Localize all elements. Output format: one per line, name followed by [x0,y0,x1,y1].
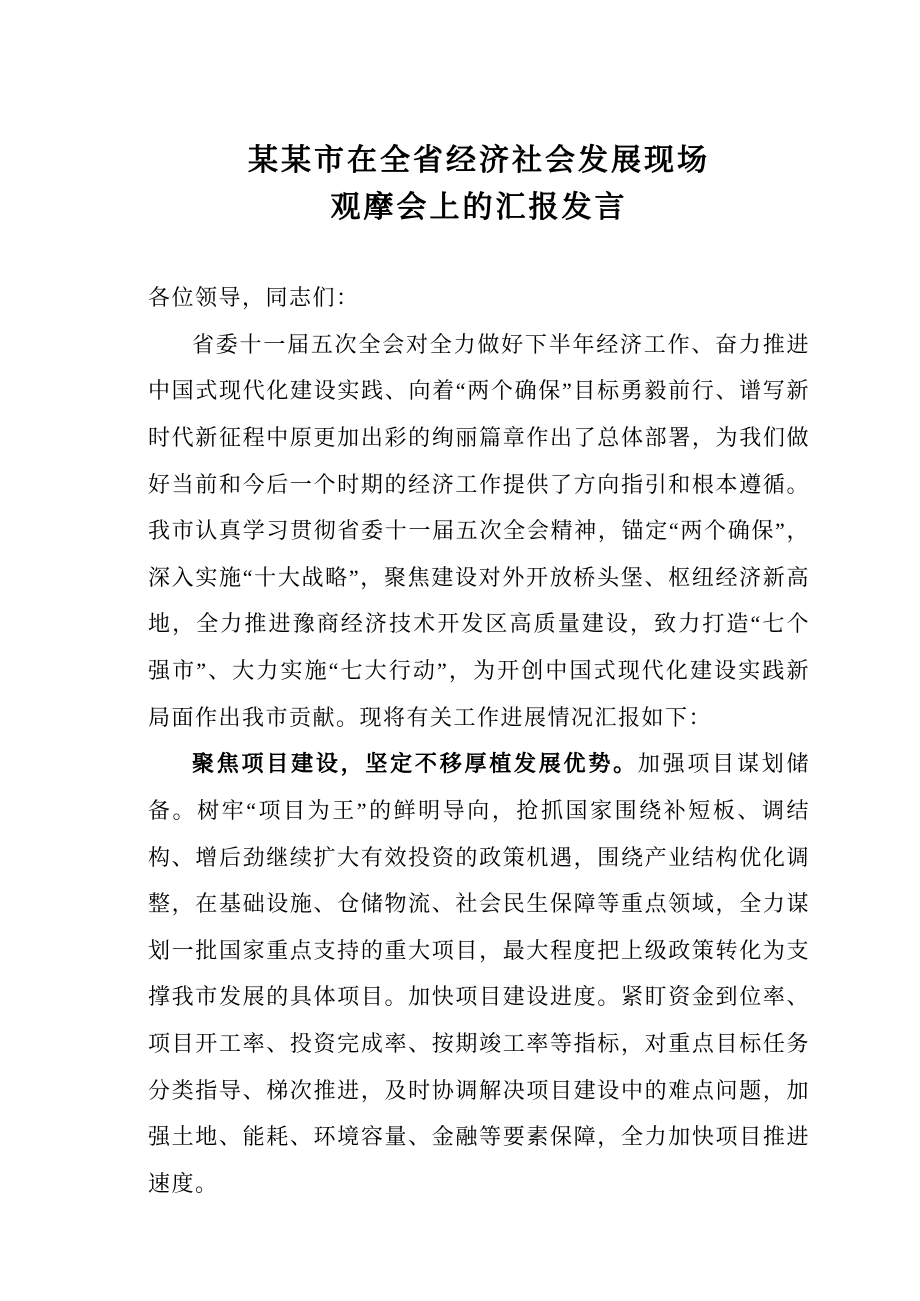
salutation: 各位领导，同志们： [148,285,360,310]
document-title-line-1: 某某市在全省经济社会发展现场 [248,144,710,177]
paragraph-overview: 省委十一届五次全会对全力做好下半年经济工作、奋力推进中国式现代化建设实践、向着“两个确保”目标勇毅前行、谱写新时代新征程中原更加出彩的绚丽篇章作出了总体部署，为我们做好当前和今后一个时期的经济工作提供了方向指引和根本遵循。我市认真学习贯彻省委十一届五次全会精神，锚定“两个确保”，深入实施“十大战略”，聚焦建设对外开放桥头堡、枢纽经济新高地，全力推进豫商经济技术开发区高质量建设，致力打造“七个强市”、大力实施“七大行动”，为开创中国式现代化建设实践新局面作出我市贡献。现将有关工作进展情况汇报如下： [148,331,810,730]
paragraph-projects-text: 加强项目谋划储备。树牢“项目为王”的鲜明导向，抢抓国家围绕补短板、调结构、增后劲继续扩大有效投资的政策机遇，围绕产业结构优化调整，在基础设施、仓储物流、社会民生保障等重点领域，全力谋划一批国家重点支持的重大项目，最大程度把上级政策转化为支撑我市发展的具体项目。加快项目建设进度。紧盯资金到位率、项目开工率、投资完成率、按期竣工率等指标，对重点目标任务分类指导、梯次推进，及时协调解决项目建设中的难点问题，加强土地、能耗、环境容量、金融等要素保障，全力加快项目推进速度。 [148,751,810,1196]
document-title-line-2: 观摩会上的汇报发言 [330,190,628,224]
document-body [148,275,810,1208]
document-title [148,138,810,231]
paragraph-projects-heading: 聚焦项目建设，坚定不移厚植发展优势。 [192,751,638,777]
paragraph-projects [148,741,810,1207]
